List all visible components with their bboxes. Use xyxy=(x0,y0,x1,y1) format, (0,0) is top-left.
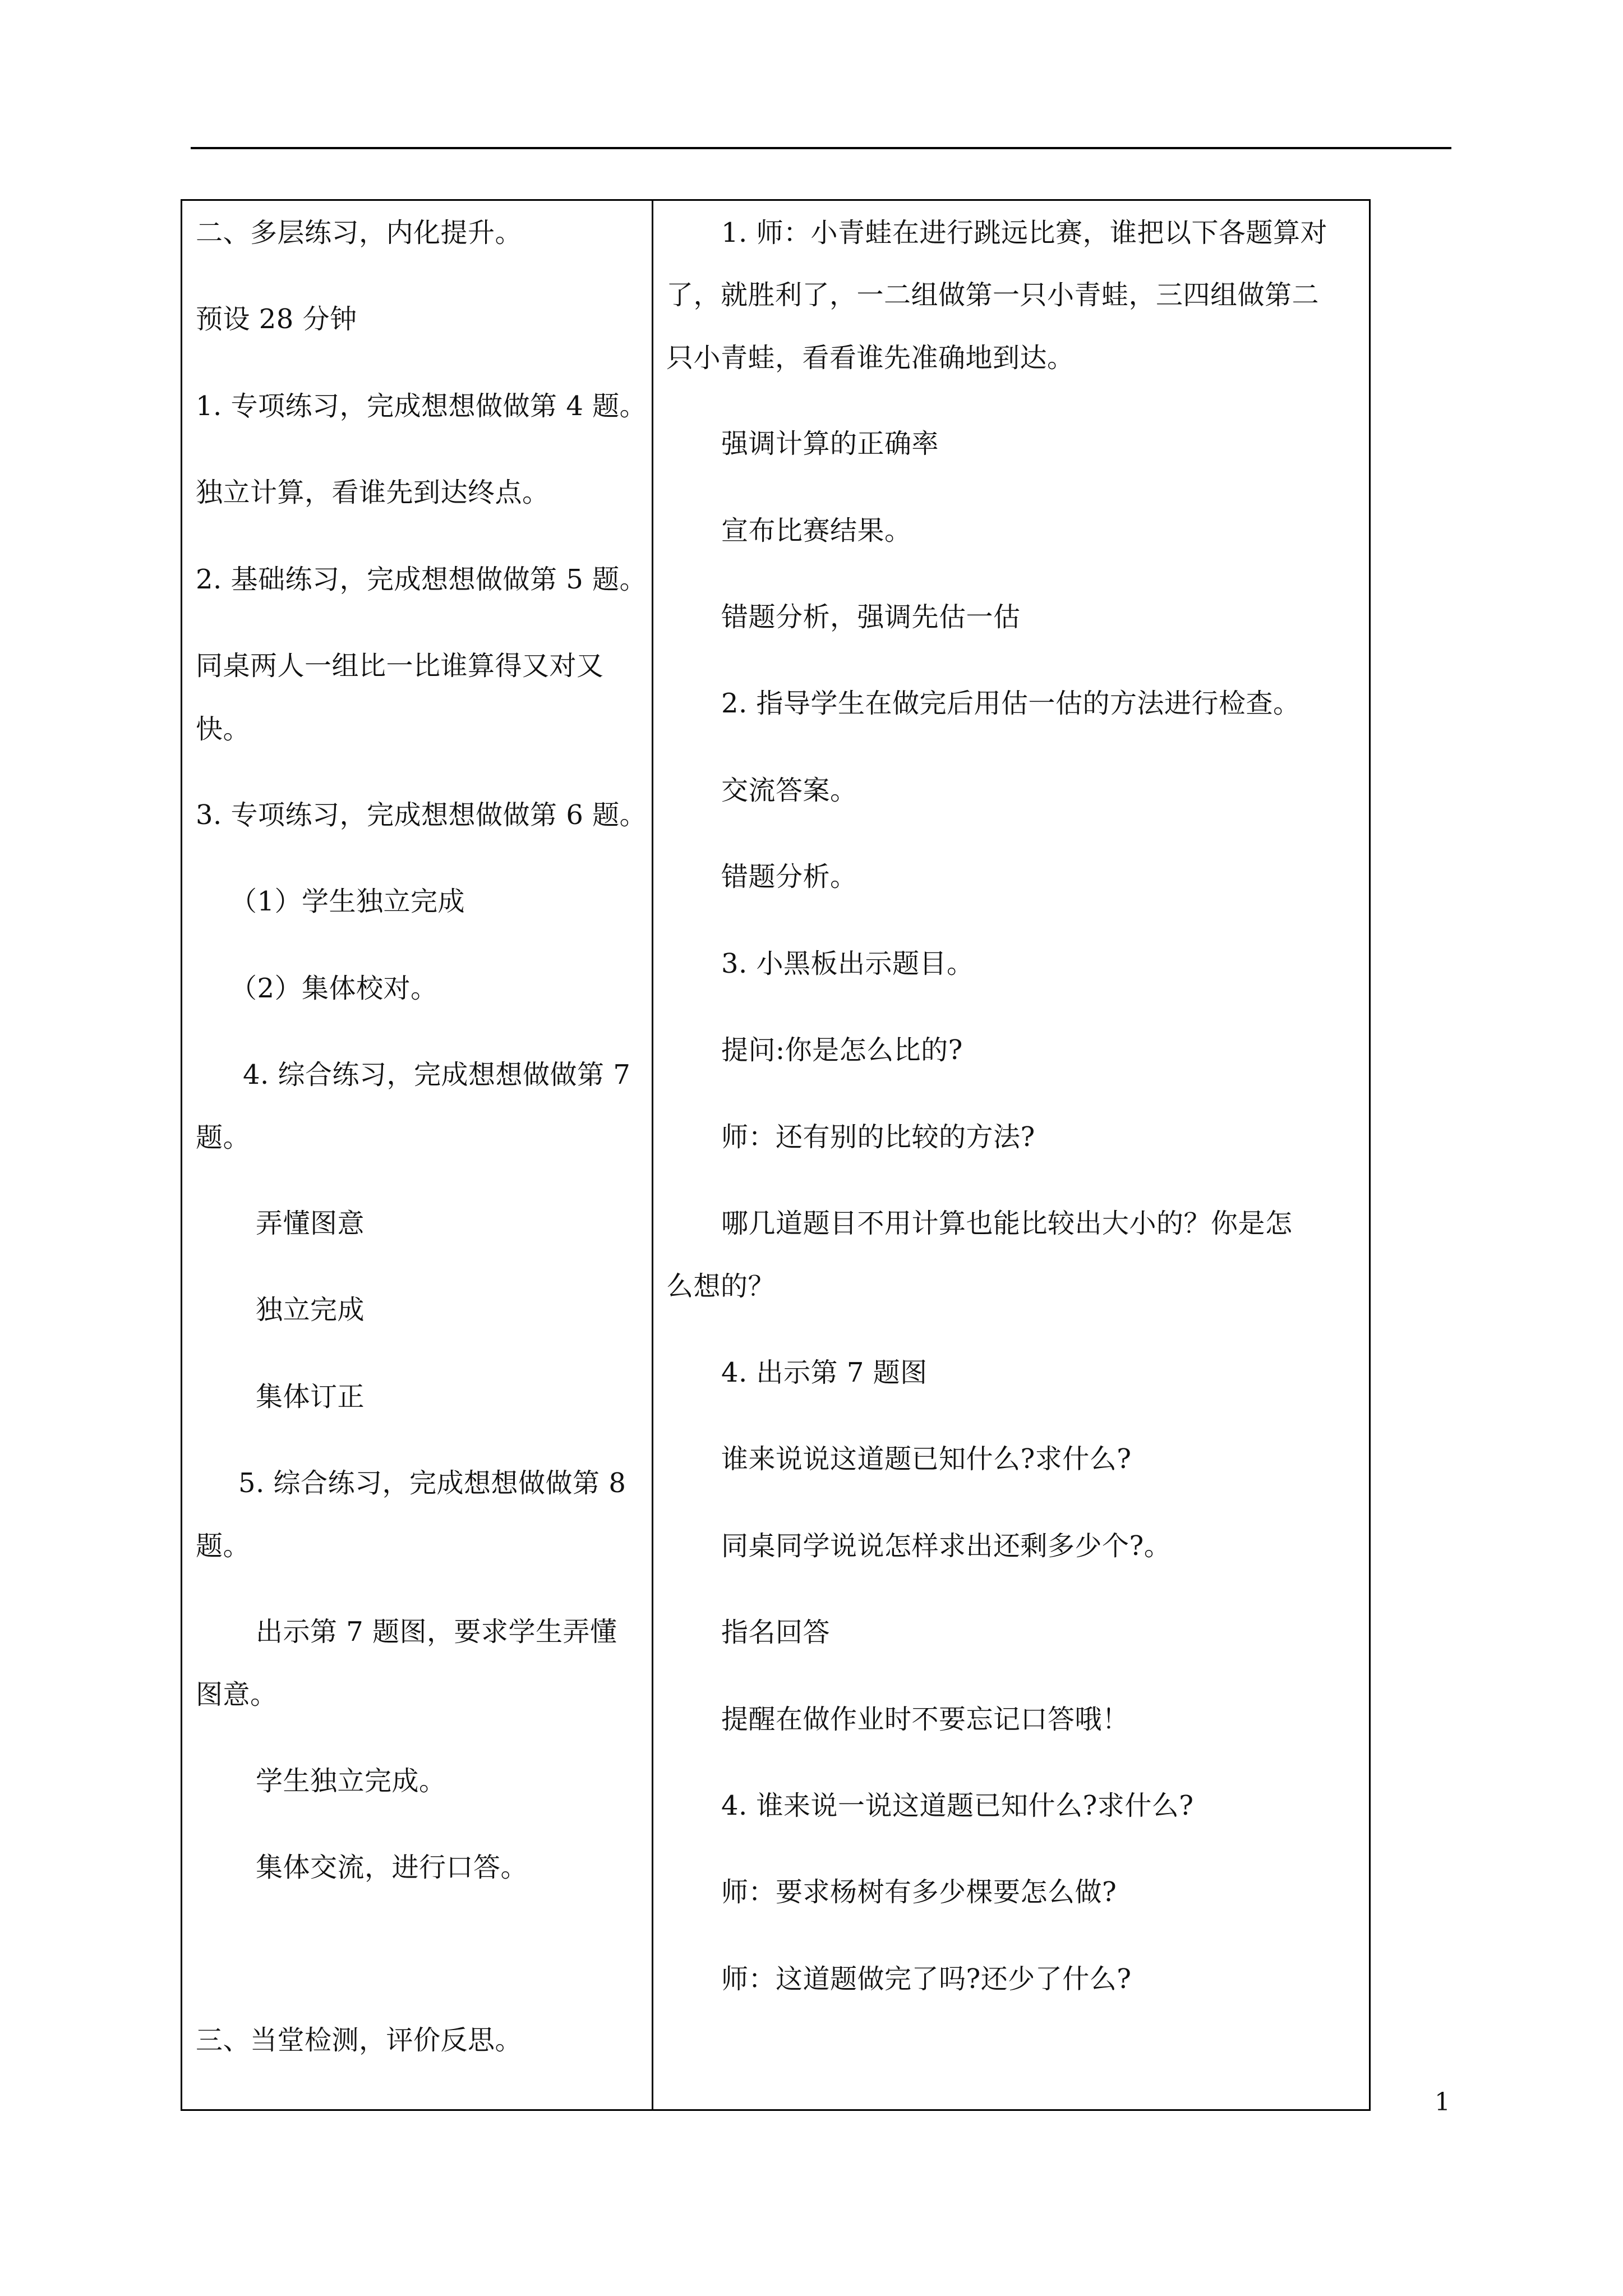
left-line: （2）集体校对。 xyxy=(230,973,438,1004)
left-line: 学生独立完成。 xyxy=(256,1765,446,1797)
left-line: 弄懂图意 xyxy=(256,1208,365,1239)
left-line: 5. 综合练习，完成想想做做第 8 xyxy=(238,1467,626,1499)
left-line: 预设 28 分钟 xyxy=(196,303,357,335)
left-line: 图意。 xyxy=(196,1679,278,1710)
left-line: 题。 xyxy=(196,1122,251,1153)
right-line: 提问:你是怎么比的? xyxy=(721,1034,963,1066)
right-line: 2. 指导学生在做完后用估一估的方法进行检查。 xyxy=(721,688,1301,719)
column-divider xyxy=(652,201,653,2109)
left-line: 独立计算，看谁先到达终点。 xyxy=(196,477,550,508)
page-number: 1 xyxy=(1435,2088,1450,2116)
right-line: 3. 小黑板出示题目。 xyxy=(721,948,974,979)
right-line: 4. 出示第 7 题图 xyxy=(721,1357,928,1388)
right-line: 宣布比赛结果。 xyxy=(721,515,912,546)
left-line: 出示第 7 题图，要求学生弄懂 xyxy=(256,1616,617,1648)
right-line: 师：还有别的比较的方法? xyxy=(721,1121,1035,1153)
left-line: 同桌两人一组比一比谁算得又对又 xyxy=(196,650,604,682)
right-line: 强调计算的正确率 xyxy=(721,428,939,459)
left-line: 集体订正 xyxy=(256,1381,365,1412)
right-line: 错题分析。 xyxy=(721,861,857,892)
right-line: 提醒在做作业时不要忘记口答哦！ xyxy=(721,1704,1129,1735)
right-line: 只小青蛙，看看谁先准确地到达。 xyxy=(666,342,1075,374)
right-line: 师：要求杨树有多少棵要怎么做? xyxy=(721,1876,1117,1908)
left-line: （1）学生独立完成 xyxy=(230,886,465,917)
right-line: 么想的？ xyxy=(666,1271,776,1302)
left-line: 3. 专项练习，完成想想做做第 6 题。 xyxy=(196,799,647,831)
left-line: 题。 xyxy=(196,1530,251,1562)
right-line: 错题分析，强调先估一估 xyxy=(721,601,1021,633)
right-line: 了，就胜利了，一二组做第一只小青蛙，三四组做第二 xyxy=(666,279,1320,311)
left-line: 三、当堂检测，评价反思。 xyxy=(196,2024,523,2056)
right-line: 交流答案。 xyxy=(721,775,857,806)
right-line: 4. 谁来说一说这道题已知什么?求什么? xyxy=(721,1790,1194,1821)
right-line: 谁来说说这道题已知什么?求什么? xyxy=(721,1443,1132,1475)
right-line: 师：这道题做完了吗?还少了什么? xyxy=(721,1963,1132,1995)
left-line: 独立完成 xyxy=(256,1294,365,1326)
right-line: 指名回答 xyxy=(721,1617,831,1648)
left-line: 4. 综合练习，完成想想做做第 7 xyxy=(243,1059,631,1091)
right-line: 同桌同学说说怎样求出还剩多少个?。 xyxy=(721,1530,1172,1562)
left-line: 集体交流，进行口答。 xyxy=(256,1852,528,1883)
left-line: 二、多层练习，内化提升。 xyxy=(196,217,523,249)
left-line: 2. 基础练习，完成想想做做第 5 题。 xyxy=(196,564,647,595)
right-line: 哪几道题目不用计算也能比较出大小的？你是怎 xyxy=(721,1208,1293,1239)
left-line: 快。 xyxy=(196,714,251,745)
left-line: 1. 专项练习，完成想想做做第 4 题。 xyxy=(196,390,647,422)
right-line: 1. 师：小青蛙在进行跳远比赛，谁把以下各题算对 xyxy=(721,217,1328,249)
header-rule xyxy=(191,147,1451,149)
